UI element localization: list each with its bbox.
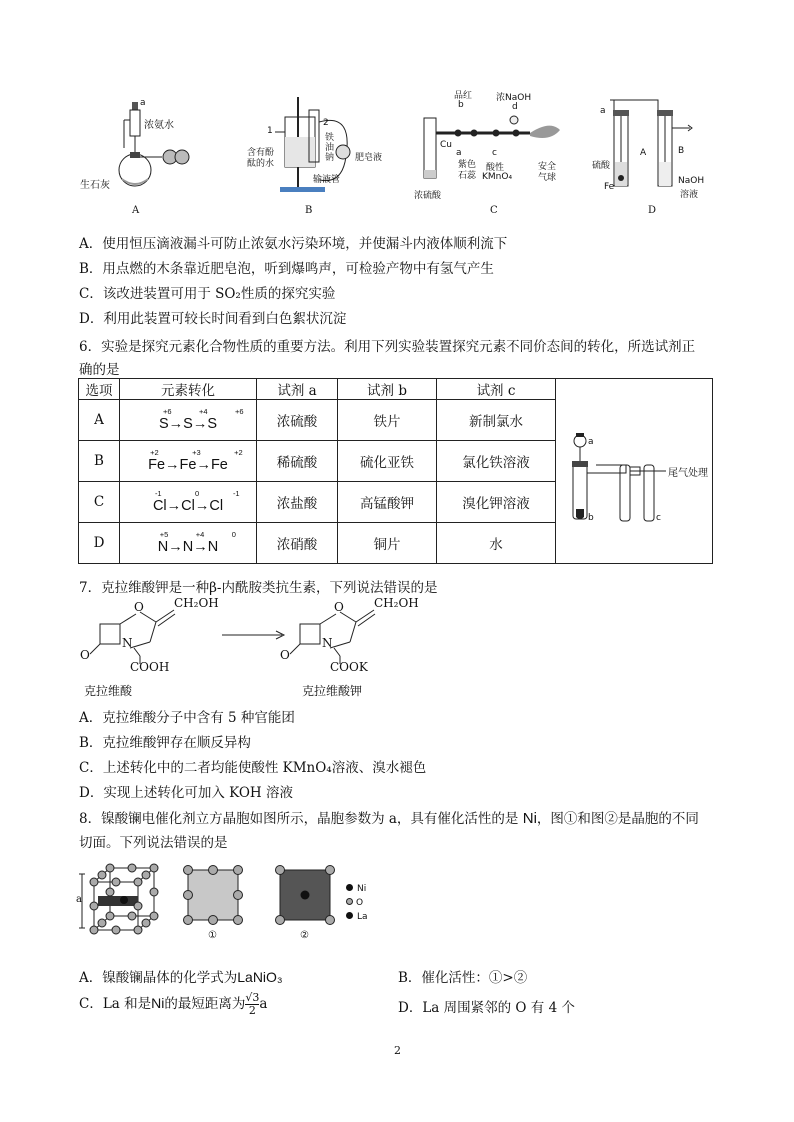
row-reagent-b: 高锰酸钾 bbox=[338, 482, 437, 523]
label-lime: 生石灰 bbox=[80, 180, 110, 191]
row-reagent-c: 新制氯水 bbox=[437, 400, 556, 441]
row-reagent-a: 稀硫酸 bbox=[257, 441, 338, 482]
label-a-d: a bbox=[600, 106, 606, 116]
label-a: a bbox=[140, 98, 146, 108]
label-water: 含有酚酞的水 bbox=[247, 148, 275, 169]
ox-state: +4 bbox=[198, 407, 208, 416]
label-iron: 铁 bbox=[325, 133, 335, 143]
label-conc-naoh: 浓NaOH bbox=[496, 93, 532, 103]
molecule-name: 克拉维酸钾 bbox=[302, 684, 363, 698]
row-reagent-c: 水 bbox=[437, 523, 556, 564]
element: S bbox=[207, 416, 217, 432]
label-conc-ammonia: 浓氨水 bbox=[144, 120, 174, 131]
legend-la: La bbox=[346, 912, 386, 926]
apparatus-d-drawing bbox=[592, 92, 722, 222]
row-reagent-a: 浓盐酸 bbox=[257, 482, 338, 523]
ox-state: -1 bbox=[154, 489, 162, 498]
q8-option-b: B．催化活性：①>② bbox=[398, 970, 528, 986]
label-acidic: 酸性 bbox=[486, 163, 505, 173]
arrow: → bbox=[194, 498, 210, 514]
caption-a: A bbox=[132, 205, 140, 216]
ox-state: +6 bbox=[162, 407, 172, 416]
label-soln: 溶液 bbox=[680, 190, 699, 200]
stem-text: ，图①和图②是晶胞的不同 bbox=[536, 811, 699, 827]
group-cooh: COOH bbox=[130, 660, 170, 674]
formula: LaNiO₃ bbox=[237, 969, 283, 985]
q8-option-a: A．镍酸镧晶体的化学式为LaNiO₃ bbox=[79, 969, 283, 986]
label-a-c: a bbox=[456, 148, 462, 158]
atom-o-ring: O bbox=[334, 600, 344, 614]
caption-b: B bbox=[305, 205, 313, 216]
q5-option-d: D．利用此装置可较长时间看到白色絮状沉淀 bbox=[79, 311, 347, 327]
q8-legend bbox=[346, 884, 386, 930]
row-reagent-b: 铜片 bbox=[338, 523, 437, 564]
row-transformation bbox=[120, 482, 257, 523]
label-B: B bbox=[678, 146, 685, 156]
atom-n: N bbox=[322, 636, 333, 650]
arrow: → bbox=[166, 498, 182, 514]
q6-stem-line2: 确的是 bbox=[79, 362, 120, 378]
group-ch2oh: CH₂OH bbox=[374, 596, 419, 610]
label-cu: Cu bbox=[440, 140, 452, 150]
q5-figure-b bbox=[225, 92, 395, 222]
element: N bbox=[182, 539, 194, 555]
q6-stem-line1: 6．实验是探究元素化合物性质的重要方法。利用下列实验装置探究元素不同价态间的转化，所选试剂正 bbox=[79, 339, 696, 355]
row-reagent-a: 浓硝酸 bbox=[257, 523, 338, 564]
label-h2so4: 浓硫酸 bbox=[414, 191, 442, 201]
page-number: 2 bbox=[394, 1044, 401, 1057]
element: Cl bbox=[152, 498, 167, 514]
element: Fe bbox=[148, 457, 166, 473]
ni-dot-icon bbox=[346, 884, 353, 891]
label-sodium: 钠 bbox=[325, 153, 335, 163]
molecule-name: 克拉维酸 bbox=[84, 684, 133, 698]
ox-state: +2 bbox=[150, 448, 159, 457]
header-reagent-c: 试剂 c bbox=[437, 379, 556, 400]
label-d: d bbox=[512, 102, 518, 112]
row-reagent-b: 铁片 bbox=[338, 400, 437, 441]
group-cook: COOK bbox=[330, 660, 368, 674]
arrow: → bbox=[193, 539, 208, 555]
ox-state: +5 bbox=[159, 530, 169, 539]
row-option: D bbox=[79, 523, 120, 564]
row-reagent-a: 浓硫酸 bbox=[257, 400, 338, 441]
q5-figure-d bbox=[592, 92, 722, 222]
la-dot-icon bbox=[346, 912, 353, 919]
q7-option-d: D．实现上述转化可加入 KOH 溶液 bbox=[79, 785, 293, 801]
arrow: → bbox=[168, 539, 183, 555]
group-ch2oh: CH₂OH bbox=[174, 596, 219, 610]
label-naoh: NaOH bbox=[678, 176, 705, 186]
apparatus-label-c: c bbox=[656, 513, 661, 523]
element: Cl bbox=[209, 498, 224, 514]
element: N bbox=[207, 539, 219, 555]
row-transformation bbox=[120, 523, 257, 564]
q5-figure-a bbox=[70, 92, 200, 222]
label-lattice-a: a bbox=[76, 894, 82, 905]
row-transformation bbox=[120, 400, 257, 441]
row-reagent-b: 硫化亚铁 bbox=[338, 441, 437, 482]
label-b: b bbox=[458, 100, 464, 110]
apparatus-label-tail: 尾气处理 bbox=[668, 468, 708, 479]
label-sulfuric: 硫酸 bbox=[592, 161, 611, 171]
legend-o: O bbox=[346, 898, 386, 912]
q8-unit-cell-figure bbox=[76, 860, 176, 942]
ox-state: 0 bbox=[231, 530, 236, 539]
element: N bbox=[157, 539, 169, 555]
arrow: → bbox=[168, 416, 184, 432]
row-transformation bbox=[120, 441, 257, 482]
q8-option-c: C．La 和是Ni的最短距离为 $\frac{√3}{2}$ a bbox=[79, 991, 268, 1018]
label-2: 2 bbox=[323, 118, 329, 128]
label-cut-1: ① bbox=[208, 930, 217, 941]
header-option: 选项 bbox=[79, 379, 120, 400]
q7-option-a: A．克拉维酸分子中含有 5 种官能团 bbox=[79, 710, 295, 726]
label-cut-2: ② bbox=[300, 930, 309, 941]
element: Fe bbox=[210, 457, 228, 473]
q5-option-b: B．用点燃的木条靠近肥皂泡，听到爆鸣声，可检验产物中有氢气产生 bbox=[79, 261, 494, 277]
stem-text: 8．镍酸镧电催化剂立方晶胞如图所示，晶胞参数为 a，具有催化活性的是 bbox=[79, 811, 523, 827]
ox-state: +4 bbox=[195, 530, 205, 539]
row-option: C bbox=[79, 482, 120, 523]
row-reagent-c: 氯化铁溶液 bbox=[437, 441, 556, 482]
q6-header-row bbox=[79, 379, 713, 400]
element: S bbox=[158, 416, 169, 432]
header-reagent-a: 试剂 a bbox=[257, 379, 338, 400]
stem-ni: Ni bbox=[522, 810, 537, 827]
label-tube: 输液管 bbox=[313, 175, 341, 185]
header-reagent-b: 试剂 b bbox=[338, 379, 437, 400]
unit-cell-drawing bbox=[76, 860, 176, 942]
label-litmus: 紫色石蕊 bbox=[458, 160, 477, 181]
legend-ni: Ni bbox=[346, 884, 386, 898]
fraction-sqrt3-over-2: $\frac{√3}{2}$ bbox=[245, 991, 260, 1018]
q6-table bbox=[78, 378, 713, 564]
q7-option-c: C．上述转化中的二者均能使酸性 KMnO₄溶液、溴水褪色 bbox=[79, 760, 427, 776]
q8-stem-line1 bbox=[79, 807, 699, 827]
o-dot-icon bbox=[346, 898, 353, 905]
label-oil: 油 bbox=[325, 143, 335, 153]
label-A: A bbox=[640, 148, 647, 158]
element: Cl bbox=[181, 498, 195, 514]
ox-state: -1 bbox=[232, 489, 240, 498]
apparatus-label-b: b bbox=[588, 513, 594, 523]
q8-stem-line2: 切面。下列说法错误的是 bbox=[79, 835, 228, 851]
q8-cut-1-figure bbox=[182, 864, 244, 946]
q7-molecule-potassium-clavulanate bbox=[278, 596, 428, 698]
ox-state: +6 bbox=[234, 407, 244, 416]
cut-2-drawing bbox=[274, 864, 336, 926]
label-fe: Fe bbox=[604, 182, 615, 192]
row-reagent-c: 溴化钾溶液 bbox=[437, 482, 556, 523]
apparatus-a-drawing bbox=[70, 92, 200, 222]
ox-state: +3 bbox=[192, 448, 201, 457]
caption-d: D bbox=[648, 205, 657, 216]
arrow: → bbox=[196, 457, 211, 473]
label-safety: 安全气球 bbox=[538, 162, 557, 183]
q5-option-a: A．使用恒压滴液漏斗可防止浓氨水污染环境，并使漏斗内液体顺利流下 bbox=[79, 236, 508, 252]
atom-o-ketone: O bbox=[80, 648, 90, 662]
ox-state: +2 bbox=[234, 448, 243, 457]
label-soap: 肥皂液 bbox=[355, 153, 383, 163]
atom-n: N bbox=[122, 636, 133, 650]
q7-stem: 7．克拉维酸钾是一种β-内酰胺类抗生素，下列说法错误的是 bbox=[79, 580, 438, 596]
q7-molecule-clavulanic-acid bbox=[78, 596, 228, 698]
element: S bbox=[183, 416, 193, 432]
label-pinkred: 品红 bbox=[454, 91, 473, 101]
label-c: c bbox=[492, 148, 497, 158]
ox-state: 0 bbox=[194, 489, 200, 498]
atom-o-ring: O bbox=[134, 600, 144, 614]
element: Fe bbox=[179, 457, 197, 473]
cut-1-drawing bbox=[182, 864, 244, 926]
label-kmno4: KMnO₄ bbox=[482, 172, 513, 182]
q7-option-b: B．克拉维酸钾存在顺反异构 bbox=[79, 735, 251, 751]
q6-apparatus-cell bbox=[556, 379, 713, 564]
arrow: → bbox=[165, 457, 180, 473]
row-option: B bbox=[79, 441, 120, 482]
q8-option-d: D．La 周围紧邻的 O 有 4 个 bbox=[398, 1000, 575, 1016]
caption-c: C bbox=[490, 205, 498, 216]
apparatus-label-a: a bbox=[588, 437, 594, 447]
arrow: → bbox=[192, 416, 208, 432]
q5-figure-c bbox=[410, 88, 580, 222]
label-1: 1 bbox=[267, 126, 273, 136]
atom-o-ketone: O bbox=[280, 648, 290, 662]
row-option: A bbox=[79, 400, 120, 441]
q5-option-c: C．该改进装置可用于 SO₂性质的探究实验 bbox=[79, 286, 336, 302]
header-transformation: 元素转化 bbox=[120, 379, 257, 400]
q8-cut-2-figure bbox=[274, 864, 336, 946]
